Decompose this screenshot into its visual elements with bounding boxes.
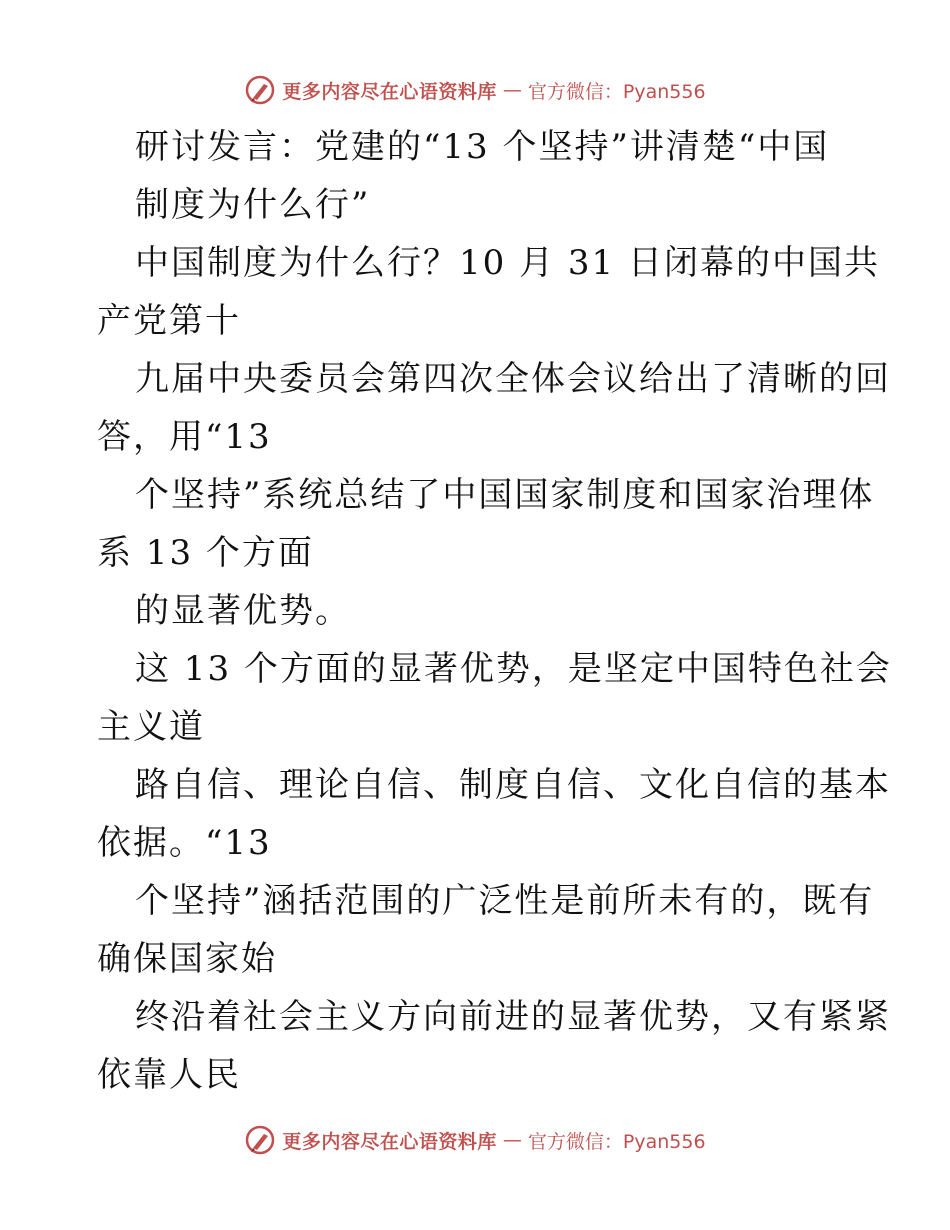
footer-watermark bbox=[0, 1120, 950, 1160]
watermark-contact: 官方微信：Pyan556 bbox=[527, 80, 706, 103]
text-line: 依据。“13 bbox=[97, 823, 272, 863]
watermark-brand: 更多内容尽在心语资料库 bbox=[282, 80, 497, 103]
text-line: 制度为什么行” bbox=[135, 185, 371, 225]
text-line: 路自信、理论自信、制度自信、文化自信的基本 bbox=[135, 765, 891, 805]
text-line: 中国制度为什么行？10 月 31 日闭幕的中国共 bbox=[135, 243, 880, 283]
text-line: 的显著优势。 bbox=[135, 591, 351, 631]
document-body bbox=[97, 118, 892, 1104]
text-line: 个坚持”系统总结了中国国家制度和国家治理体 bbox=[135, 475, 875, 515]
fountain-pen-logo-icon bbox=[244, 1124, 276, 1156]
text-line: 研讨发言：党建的“13 个坚持”讲清楚“中国 bbox=[135, 127, 830, 167]
text-line: 个坚持”涵括范围的广泛性是前所未有的，既有 bbox=[135, 881, 875, 921]
watermark-dash: — bbox=[502, 1129, 522, 1151]
text-line: 确保国家始 bbox=[97, 939, 277, 979]
text-line: 依靠人民 bbox=[97, 1055, 241, 1095]
header-watermark bbox=[0, 70, 950, 110]
text-line: 系 13 个方面 bbox=[97, 533, 314, 573]
text-line: 答，用“13 bbox=[97, 417, 272, 457]
text-line: 主义道 bbox=[97, 707, 205, 747]
text-line: 终沿着社会主义方向前进的显著优势，又有紧紧 bbox=[135, 997, 891, 1037]
watermark-brand: 更多内容尽在心语资料库 bbox=[282, 1130, 497, 1153]
text-line: 九届中央委员会第四次全体会议给出了清晰的回 bbox=[135, 359, 891, 399]
text-line: 这 13 个方面的显著优势，是坚定中国特色社会 bbox=[135, 649, 892, 689]
watermark-dash: — bbox=[502, 79, 522, 101]
watermark-contact: 官方微信：Pyan556 bbox=[527, 1130, 706, 1153]
text-line: 产党第十 bbox=[97, 301, 241, 341]
fountain-pen-logo-icon bbox=[244, 74, 276, 106]
